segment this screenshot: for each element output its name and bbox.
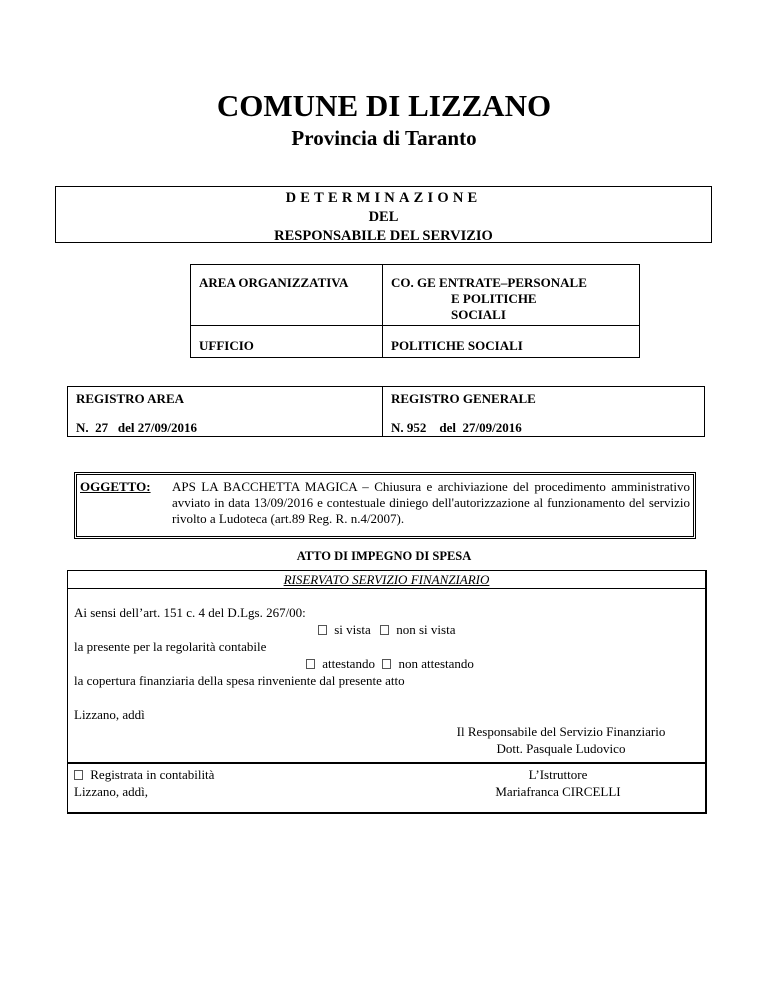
regolarita-text: la presente per la regolarità contabile (74, 639, 267, 654)
ufficio-label: UFFICIO (191, 326, 383, 358)
oggetto-text: APS LA BACCHETTA MAGICA – Chiusura e archiviazione del procedimento amministrativo avviato in data 13/09/2016 e contestuale diniego dell'autorizzazione al funzionamento del servizio rivolto a Ludoteca (art.89 Reg. R. n.4/2007). (172, 479, 690, 526)
servizio-finanziario-box (67, 570, 707, 814)
area-value-line2: E POLITICHE (451, 291, 537, 306)
registro-area-number: N. 27 del 27/09/2016 (76, 420, 197, 435)
registro-generale-label: REGISTRO GENERALE (391, 391, 536, 406)
si-vista-label: si vista (334, 622, 371, 637)
responsabile-name: Dott. Pasquale Ludovico (496, 741, 626, 756)
ai-sensi-text: Ai sensi dell’art. 151 c. 4 del D.Lgs. 267/00: (74, 605, 306, 620)
luogo-data: Lizzano, addì (74, 707, 145, 722)
determinazione-box (55, 186, 712, 243)
registro-area-label: REGISTRO AREA (76, 391, 184, 406)
copertura-text: la copertura finanziaria della spesa rinveniente dal presente atto (74, 673, 405, 688)
area-value (383, 265, 640, 326)
vista-options (318, 622, 455, 638)
luogo-data-2: Lizzano, addì, (74, 784, 148, 799)
area-table (190, 264, 640, 358)
registrata-checkbox[interactable] (74, 770, 83, 780)
non-si-vista-checkbox[interactable] (380, 625, 389, 635)
area-value-line3: SOCIALI (451, 307, 506, 322)
registrata-label: Registrata in contabilità (90, 767, 215, 782)
ufficio-value: POLITICHE SOCIALI (383, 326, 640, 358)
registro-generale-cell (383, 387, 705, 437)
oggetto-label: OGGETTO: (80, 479, 151, 494)
attestando-options (306, 656, 474, 672)
responsabile-title: Il Responsabile del Servizio Finanziario (456, 724, 666, 739)
registri-table (67, 386, 705, 437)
registro-area-cell (68, 387, 383, 437)
istruttore-name: Mariafranca CIRCELLI (495, 784, 621, 799)
oggetto-box (74, 472, 696, 539)
registro-generale-number: N. 952 del 27/09/2016 (391, 420, 522, 435)
page-subtitle: Provincia di Taranto (291, 126, 477, 150)
attestando-checkbox[interactable] (306, 659, 315, 669)
istruttore-title: L’Istruttore (528, 767, 588, 782)
determinazione-responsabile: RESPONSABILE DEL SERVIZIO (274, 228, 493, 244)
si-vista-checkbox[interactable] (318, 625, 327, 635)
area-label: AREA ORGANIZZATIVA (191, 265, 383, 326)
non-si-vista-label: non si vista (396, 622, 456, 637)
visto-section (68, 589, 705, 764)
atto-impegno-label: ATTO DI IMPEGNO DI SPESA (296, 549, 472, 563)
non-attestando-checkbox[interactable] (382, 659, 391, 669)
non-attestando-label: non attestando (398, 656, 474, 671)
attestando-label: attestando (322, 656, 375, 671)
page-title: COMUNE DI LIZZANO (216, 88, 552, 123)
determinazione-del: DEL (368, 209, 399, 225)
servizio-finanziario-heading: RISERVATO SERVIZIO FINANZIARIO (68, 571, 705, 589)
area-value-line1: CO. GE ENTRATE–PERSONALE (391, 275, 587, 290)
determinazione-title: DETERMINAZIONE (285, 190, 482, 206)
registrata-option (74, 767, 214, 783)
